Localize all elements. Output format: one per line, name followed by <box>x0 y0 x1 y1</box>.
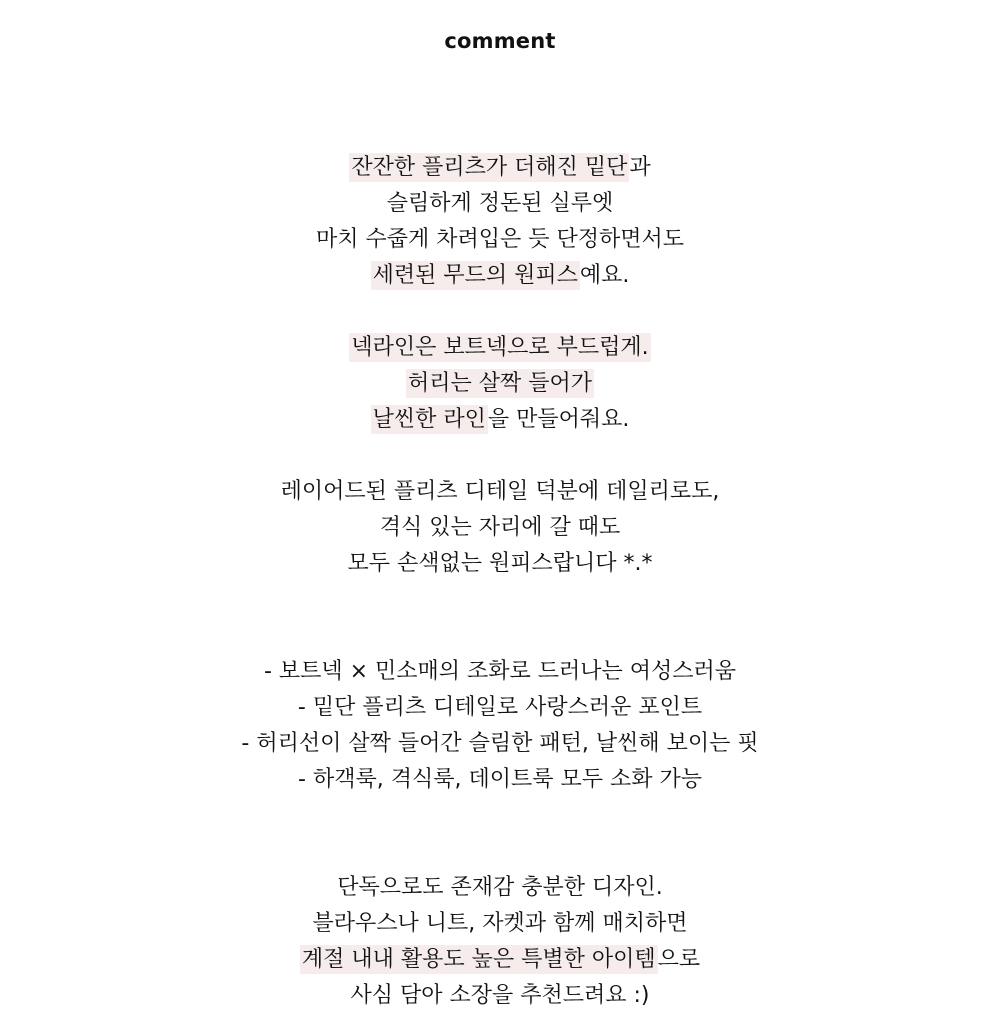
paragraph-intro <box>0 150 1000 294</box>
line-text: 사심 담아 소장을 추천드려요 :) <box>350 983 650 1008</box>
text-line <box>0 978 1000 1014</box>
highlighted-text: 계절 내내 활용도 높은 특별한 아이템 <box>301 947 656 972</box>
feature-list <box>0 654 1000 798</box>
text-line <box>0 330 1000 366</box>
text-line <box>0 510 1000 546</box>
line-text: - 보트넥 × 민소매의 조화로 드러나는 여성스러움 <box>263 659 737 684</box>
text-line <box>0 870 1000 906</box>
text-line <box>0 402 1000 438</box>
paragraph-neckline <box>0 330 1000 438</box>
highlighted-text: 넥라인은 보트넥으로 부드럽게. <box>351 335 649 360</box>
line-text: 격식 있는 자리에 갈 때도 <box>379 515 621 540</box>
list-item <box>0 762 1000 798</box>
list-item <box>0 654 1000 690</box>
text-line <box>0 186 1000 222</box>
text-line <box>0 942 1000 978</box>
text-line <box>0 222 1000 258</box>
text-line <box>0 150 1000 186</box>
highlighted-text: 허리는 살짝 들어가 <box>407 371 592 396</box>
highlighted-text: 날씬한 라인 <box>372 407 486 432</box>
line-text: 을 만들어줘요. <box>487 407 630 432</box>
line-text: 예요. <box>579 263 630 288</box>
line-text: - 하객룩, 격식룩, 데이트룩 모두 소화 가능 <box>298 767 702 792</box>
line-text: 마치 수줍게 차려입은 듯 단정하면서도 <box>315 227 684 252</box>
line-text: 블라우스나 니트, 자켓과 함께 매치하면 <box>312 911 688 936</box>
line-text: 슬림하게 정돈된 실루엣 <box>386 191 614 216</box>
text-line <box>0 906 1000 942</box>
line-text: 과 <box>629 155 651 180</box>
line-text: 모두 손색없는 원피스랍니다 *.* <box>347 551 653 576</box>
paragraph-closing <box>0 870 1000 1014</box>
line-text: - 허리선이 살짝 들어간 슬림한 패턴, 날씬해 보이는 핏 <box>241 731 759 756</box>
text-line <box>0 258 1000 294</box>
line-text: 단독으로도 존재감 충분한 디자인. <box>337 875 663 900</box>
page-title: comment <box>444 29 556 53</box>
line-text: 으로 <box>657 947 701 972</box>
list-item <box>0 690 1000 726</box>
text-line <box>0 546 1000 582</box>
list-item <box>0 726 1000 762</box>
highlighted-text: 잔잔한 플리츠가 더해진 밑단 <box>351 155 628 180</box>
highlighted-text: 세련된 무드의 원피스 <box>372 263 578 288</box>
paragraph-detail <box>0 474 1000 582</box>
text-line <box>0 474 1000 510</box>
text-line <box>0 366 1000 402</box>
line-text: 레이어드된 플리츠 디테일 덕분에 데일리로도, <box>280 479 720 504</box>
line-text: - 밑단 플리츠 디테일로 사랑스러운 포인트 <box>297 695 703 720</box>
